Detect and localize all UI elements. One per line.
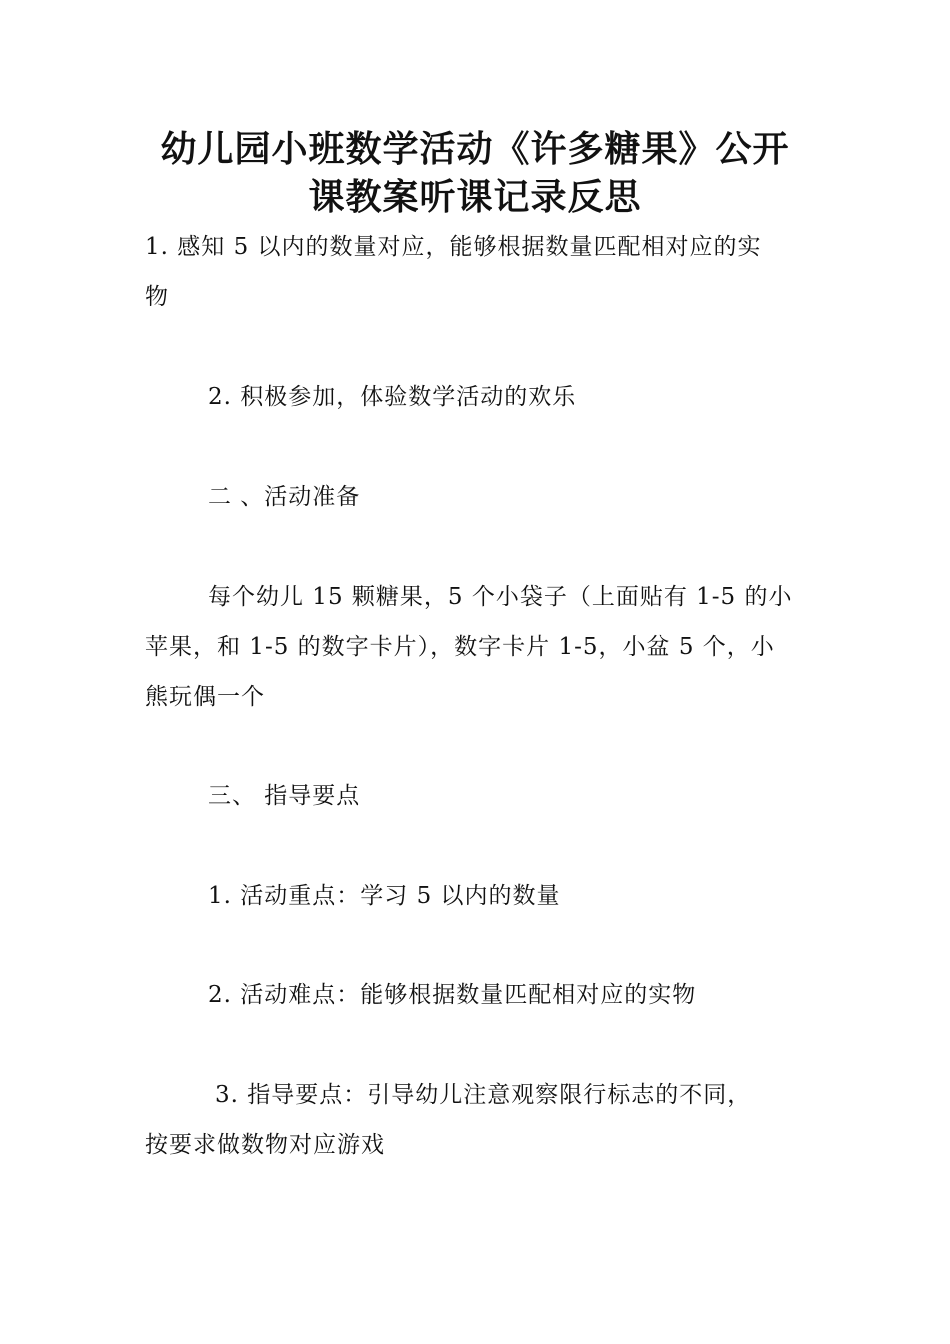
guidance-line-1: 3. 指导要点：引导幼儿注意观察限行标志的不同， bbox=[215, 1082, 752, 1108]
page-title-line-1: 幼儿园小班数学活动《许多糖果》公开 bbox=[160, 129, 790, 170]
difficulty-paragraph: 2. 活动难点：能够根据数量匹配相对应的实物 bbox=[208, 982, 697, 1008]
key-point-paragraph: 1. 活动重点：学习 5 以内的数量 bbox=[208, 883, 561, 909]
preparation-paragraph bbox=[145, 572, 810, 722]
goal-1-paragraph bbox=[145, 222, 810, 322]
goal-2-paragraph: 2. 积极参加，体验数学活动的欢乐 bbox=[208, 384, 577, 410]
preparation-line-2: 苹果，和 1-5 的数字卡片），数字卡片 1-5，小盆 5 个，小 bbox=[145, 634, 775, 660]
section-3-heading: 三、 指导要点 bbox=[208, 783, 361, 809]
goal-1-line-1: 1. 感知 5 以内的数量对应，能够根据数量匹配相对应的实 bbox=[145, 234, 762, 260]
page-title-line-2: 课教案听课记录反思 bbox=[308, 177, 642, 218]
section-2-heading: 二 、活动准备 bbox=[208, 484, 361, 510]
preparation-line-1: 每个幼儿 15 颗糖果，5 个小袋子（上面贴有 1-5 的小 bbox=[208, 584, 793, 610]
guidance-line-2: 按要求做数物对应游戏 bbox=[145, 1132, 385, 1158]
guidance-paragraph bbox=[145, 1070, 810, 1170]
goal-1-line-2: 物 bbox=[145, 284, 169, 310]
preparation-line-3: 熊玩偶一个 bbox=[145, 684, 265, 710]
